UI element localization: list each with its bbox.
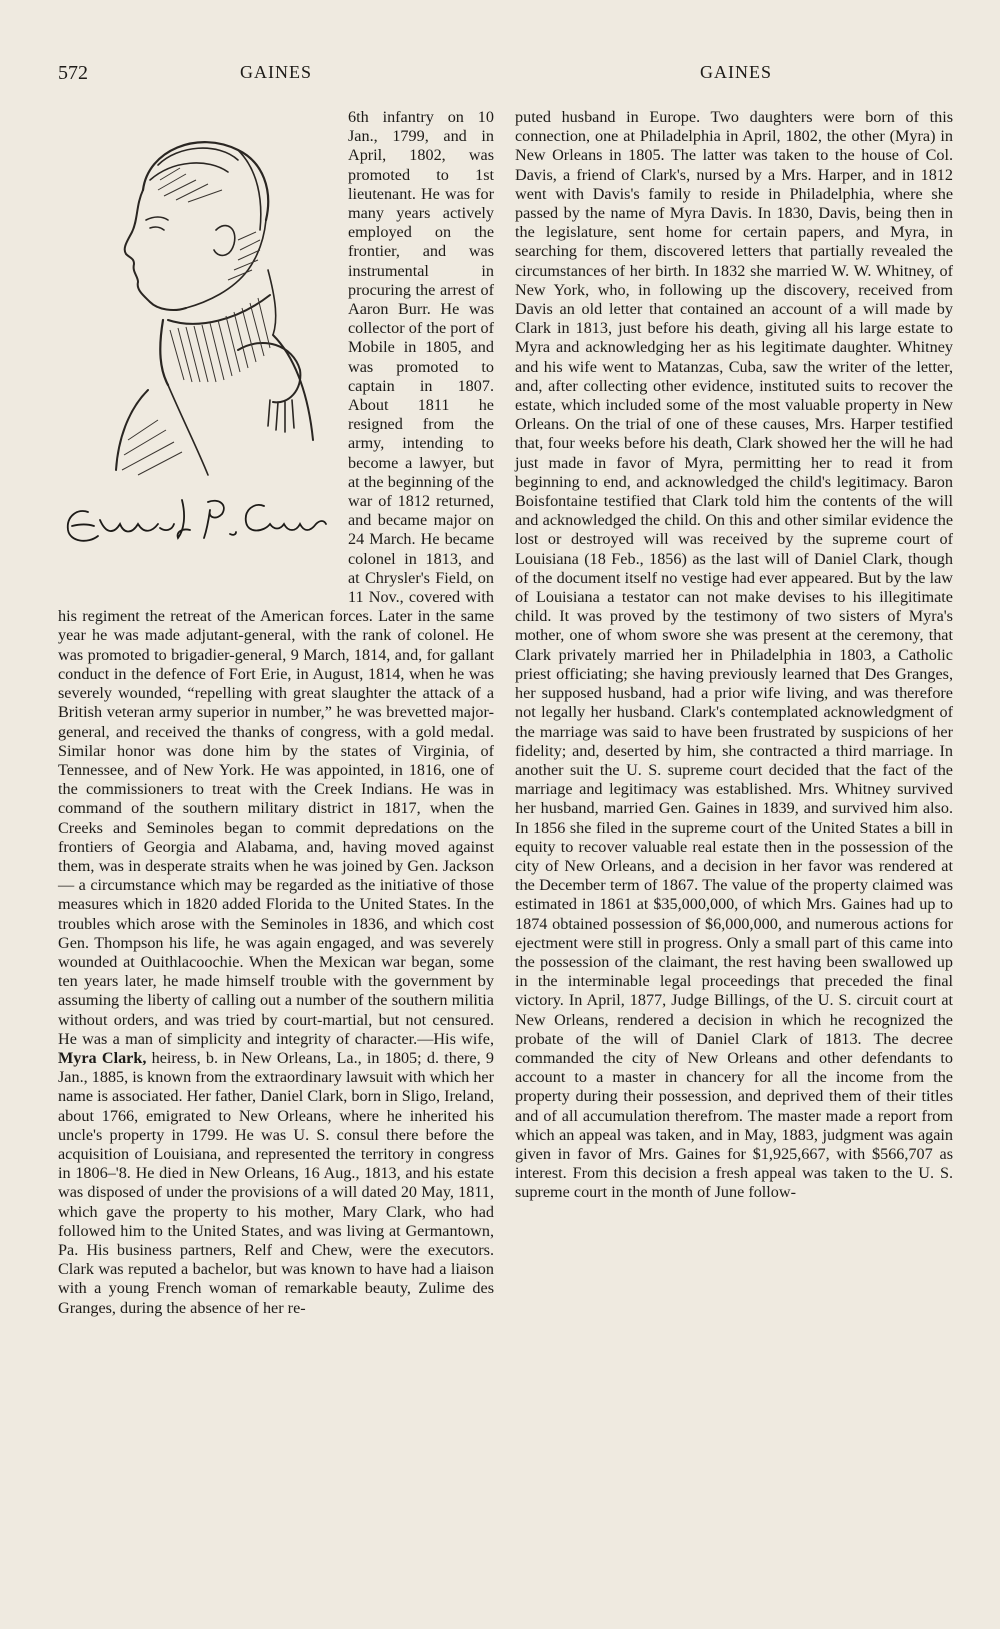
- page-number: 572: [58, 62, 88, 84]
- signature-image: [58, 490, 338, 560]
- biography-text: 6th infantry on 10 Jan., 1799, and in April, 1802, was promoted to 1st lieutenant. He was for many years actively employed on the frontier, and was instrumental in procuring the arrest of Aaron Burr. He was collector of the port of Mobile in 1805, and was promoted to captain in 1807. About 1811 he resigned from the army, intending to become a lawyer, but at the beginning of the war of 1812 returned, and became major on 24 March. He became colonel in 1813, and at Chrysler's Field, on 11 Nov., covered with his regiment the retreat of the American forces. Later in the same year he was made adjutant-general, with the rank of colonel. He was promoted to brigadier-general, 9 March, 1814, and, for gallant conduct in the defence of Fort Erie, in August, 1814, when he was severely wounded, “repelling with great slaughter the attack of a British veteran army superior in number,” he was brevetted major-general, and received the thanks of congress, with a gold medal. Similar honor was done him by the states of Virginia, of Tennessee, and of New York. He was appointed, in 1816, one of the commissioners to treat with the Creek Indians. He was in command of the southern military district in 1817, when the Creeks and Seminoles began to commit depredations on the frontiers of Georgia and Alabama, and, having moved against them, was in desperate straits when he was joined by Gen. Jackson — a circumstance which may be regarded as the initiative of those measures which in 1820 added Florida to the United States. In the troubles which arose with the Seminoles in 1836, and which cost Gen. Thompson his life, he was again engaged, and was severely wounded at Ouithlacoochie. When the Mexican war began, some ten years later, he made himself trouble with the government by assuming the liberty of calling out a number of the southern militia without orders, and was tried by court-martial, but not censured. He was a man of simplicity and integrity of character.—His wife,: [58, 108, 494, 1048]
- biography-paragraph: [58, 108, 494, 1318]
- biography-paragraph-continued: puted husband in Europe. Two daughters were born of this connection, one at Philadelphia in April, 1802, the other (Myra) in New Orleans in 1805. The latter was taken to the house of Col. Davis, a friend of Clark's, nursed by a Mrs. Harper, and in 1812 went with Davis's family to reside in Philadelphia, where she passed by the name of Myra Davis. In 1830, Davis, being then in the legislature, sent home for certain papers, and Myra, in searching for them, discovered letters that partially revealed the circumstances of her birth. In 1832 she married W. W. Whitney, of New York, who, in following up the discovery, received from Davis an old letter that contained an account of a will made by Clark in 1813, just before his death, giving all his large estate to Myra and acknowledging her as his legitimate daughter. Whitney and his wife went to Matanzas, Cuba, saw the writer of the letter, and, after collecting other evidence, instituted suits to recover the estate, which included some of the most valuable property in New Orleans. On the trial of one of these causes, Mrs. Harper testified that, four weeks before his death, Clark showed her the will he had just made in favor of Myra, permitting her to read it from beginning to end, and acknowledged the child's legitimacy. Baron Boisfontaine testified that Clark told him the contents of the will and acknowledged the child. On this and other similar evidence the lost or destroyed will was received by the supreme court of Louisiana (18 Feb., 1856) as the last will of Daniel Clark, though of the document itself no vestige had ever appeared. But by the law of Louisiana a testator can not make devises to his illegitimate child. It was proved by the testimony of two sisters of Myra's mother, one of whom swore she was present at the ceremony, that Clark privately married her in Philadelphia in 1803, a Catholic priest officiating; she having previously learned that Des Granges, her supposed husband, had a prior wife living, and was therefore not legally her husband. Clark's contemplated acknowledgment of the marriage was said to have been frustrated by suspicions of her fidelity; and, deserted by him, she contracted a third marriage. In another suit the U. S. supreme court decided that the fact of the marriage and legitimacy was established. Mrs. Whitney survived her husband, married Gen. Gaines in 1839, and survived him also. In 1856 she filed in the supreme court of the United States a bill in equity to recover valuable real estate then in the possession of the city of New Orleans, and a decision in her favor was rendered at the December term of 1867. The value of the property claimed was estimated in 1861 at $35,000,000, of which Mrs. Gaines had up to 1874 obtained possession of $6,000,000, and numerous actions for ejectment were still in progress. Only a small part of this came into the possession of the claimant, the rest having been swallowed up in the interminable legal proceedings that preceded the final victory. In April, 1877, Judge Billings, of the U. S. circuit court at New Orleans, rendered a decision in which he recognized the probate of the will of Daniel Clark of 1813. The decree commanded the city of New Orleans and other defendants to account to a master in chancery for all the income from the property during their possession, and deprived them of their titles and of all accumulation therefrom. The master made a report from which an appeal was taken, and in May, 1883, judgment was again given in favor of Mrs. Gaines for $1,925,667, with $566,707 as interest. From this decision a fresh appeal was taken to the U. S. supreme court in the month of June follow-: [515, 108, 953, 1202]
- running-head-right: GAINES: [700, 62, 772, 82]
- portrait-engraving: [88, 120, 318, 480]
- portrait-figure: [58, 110, 338, 600]
- running-head-left: GAINES: [240, 62, 312, 82]
- biography-text-continued: heiress, b. in New Orleans, La., in 1805; d. there, 9 Jan., 1885, is known from the extraordinary lawsuit with which her name is associated. Her father, Daniel Clark, born in Sligo, Ireland, about 1766, emigrated to New Orleans, where he inherited his uncle's property in 1799. He was U. S. consul there before the acquisition of Louisiana, and represented the territory in congress in 1806–'8. He died in New Orleans, 16 Aug., 1813, and his estate was disposed of under the provisions of a will dated 20 May, 1811, which gave the property to his mother, Mary Clark, who had followed him to the United States, and was living at Germantown, Pa. His business partners, Relf and Chew, were the executors. Clark was reputed a bachelor, but was known to have had a liaison with a young French woman of remarkable beauty, Zulime des Granges, during the absence of her re-: [58, 1048, 494, 1317]
- right-column: [515, 108, 953, 1203]
- left-column: [58, 108, 494, 1318]
- name-heading-myra-clark: Myra Clark,: [58, 1048, 147, 1067]
